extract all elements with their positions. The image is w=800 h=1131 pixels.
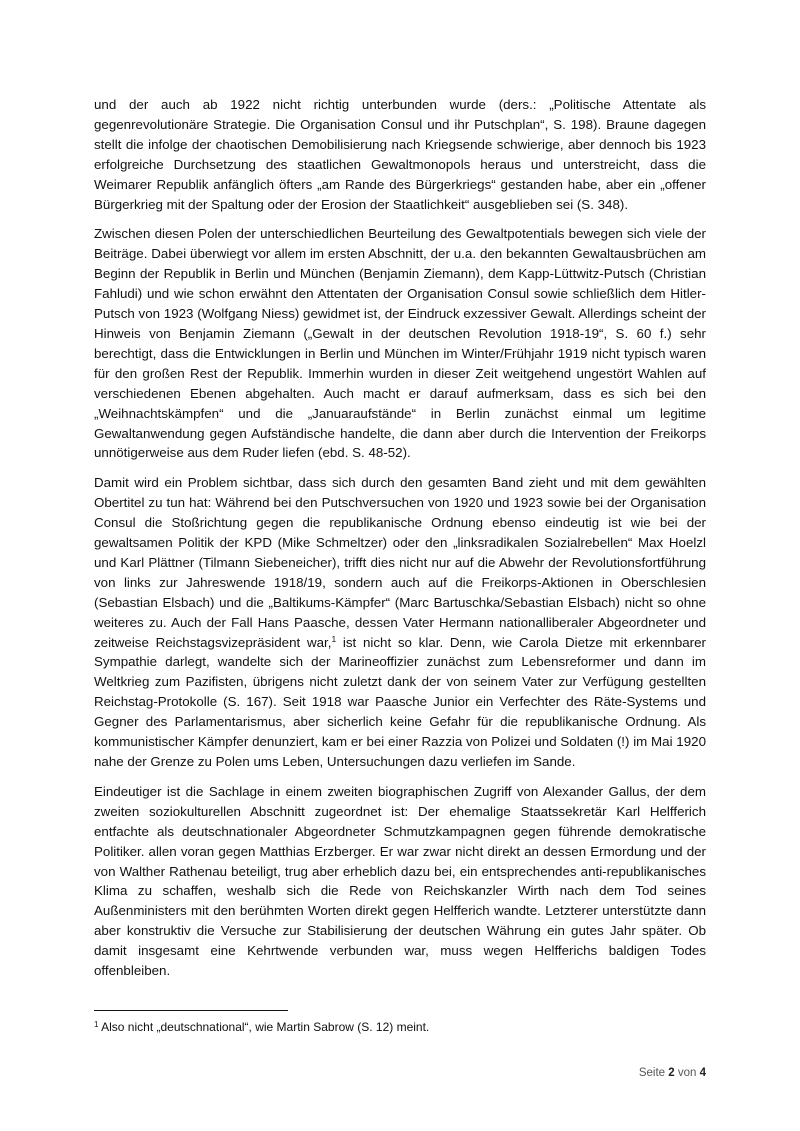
paragraph-3-text-after: ist nicht so klar. Denn, wie Carola Dietze mit erkennbarer Sympathie darlegt, wandelte sich der Marineoffizier zunächst zum Lebensreformer und dann im Weltkrieg zum Pazifisten, übrigens nicht zuletzt dank der von seinem Vater zur Verfügung gestellten Reichstag-Protokolle (S. 167). Seit 1918 war Paasche Junior ein Verfechter des Räte-Systems und Gegner des Parlamentarismus, aber sicherlich keine Gefahr für die republikanische Ordnung. Als kommunistischer Kämpfer denunziert, kam er bei einer Razzia von Polizei und Soldaten (!) im Mai 1920 nahe der Grenze zu Polen ums Leben, Untersuchungen dazu verliefen im Sande. [94, 634, 706, 769]
footnote-reference[interactable]: 1 [331, 633, 337, 644]
paragraph-2-text: Zwischen diesen Polen der unterschiedlichen Beurteilung des Gewaltpotentials bewegen sich viele der Beiträge. Dabei überwiegt vor allem im ersten Abschnitt, der u.a. den bekannten Gewaltausbrüchen am Beginn der Republik in Berlin und München (Benjamin Ziemann), dem Kapp-Lüttwitz-Putsch (Christian Fahludi) und wie schon erwähnt den Attentaten der Organisation Consul sowie schließlich dem Hitler-Putsch von 1923 (Wolfgang Niess) gewidmet ist, der Eindruck exzessiver Gewalt. Allerdings scheint der Hinweis von Benjamin Ziemann („Gewalt in der deutschen Revolution 1918-19“, S. 60 f.) sehr berechtigt, dass die Entwicklungen in Berlin und München im Winter/Frühjahr 1919 nicht typisch waren für den großen Rest der Republik. Immerhin wurden in dieser Zeit weitgehend ungestört Wahlen auf verschiedenen Ebenen abgehalten. Auch macht er darauf aufmerksam, dass es sich bei den „Weihnachtskämpfen“ und die „Januaraufstände“ in Berlin zunächst einmal um legitime Gewaltanwendung gegen Aufständische handelte, die dann aber durch die Intervention der Freikorps unnötigerweise aus dem Ruder liefen (ebd. S. 48-52). [94, 226, 706, 461]
page-number-total: 4 [699, 1067, 706, 1079]
footnote-marker: 1 [94, 1020, 99, 1029]
paragraph-2 [94, 224, 706, 463]
paragraph-4-text: Eindeutiger ist die Sachlage in einem zweiten biographischen Zugriff von Alexander Gallus, der dem zweiten soziokulturellen Abschnitt zugeordnet ist: Der ehemalige Staatssekretär Karl Helfferich entfachte als deutschnationaler Abgeordneter Schmutzkampagnen gegen führende demokratische Politiker. allen voran gegen Matthias Erzberger. Er war zwar nicht direkt an dessen Ermordung und der von Walther Rathenau beteiligt, trug aber erheblich dazu bei, ein entsprechendes anti-republikanisches Klima zu schaffen, weshalb sich die Rede von Reichskanzler Wirth nach dem Tod seines Außenministers mit den berühmten Worten direkt gegen Helfferich wandte. Letzterer unterstützte dann aber konstruktiv die Versuche zur Stabilisierung der deutschen Währung ein gutes Jahr später. Ob damit insgesamt eine Kehrtwende verbunden war, muss wegen Helfferichs baldigen Todes offenbleiben. [94, 783, 706, 979]
footnote-text: Also nicht „deutschnational“, wie Martin Sabrow (S. 12) meint. [98, 1020, 430, 1034]
paragraph-4 [94, 782, 706, 981]
page-number [560, 1067, 706, 1079]
paragraph-3 [94, 473, 706, 772]
page-number-current: 2 [668, 1067, 675, 1079]
page-number-prefix: Seite [638, 1067, 669, 1079]
page-number-middle: von [674, 1067, 700, 1079]
body-text [94, 95, 706, 991]
paragraph-1 [94, 95, 706, 214]
footnote-separator [94, 1010, 288, 1011]
paragraph-1-text: und der auch ab 1922 nicht richtig unterbunden wurde (ders.: „Politische Attentate als gegenrevolutionäre Strategie. Die Organisation Consul und ihr Putschplan“, S. 198). Braune dagegen stellt die infolge der chaotischen Demobilisierung nach Kriegsende schwierige, aber dennoch bis 1923 erfolgreiche Durchsetzung des staatlichen Gewaltmonopols heraus und unterstreicht, dass die Weimarer Republik anfänglich öfters „am Rande des Bürgerkriegs“ gestanden habe, aber ein „offener Bürgerkrieg mit der Spaltung oder der Erosion der Staatlichkeit“ ausgeblieben sei (S. 348). [94, 97, 706, 212]
paragraph-3-text-before: Damit wird ein Problem sichtbar, dass sich durch den gesamten Band zieht und mit dem gewählten Obertitel zu tun hat: Während bei den Putschversuchen von 1920 und 1923 sowie bei der Organisation Consul die Stoßrichtung gegen die republikanische Ordnung ebenso eindeutig ist wie bei der gewaltsamen Politik der KPD (Mike Schmeltzer) oder den „linksradikalen Sozialrebellen“ Max Hoelzl und Karl Plättner (Tilmann Siebeneicher), trifft dies nicht nur auf die Abwehr der Revolutionsfortführung von links zur Jahreswende 1918/19, sondern auch auf die Freikorps-Aktionen in Oberschlesien (Sebastian Elsbach) und die „Baltikums-Kämpfer“ (Marc Bartuschka/Sebastian Elsbach) nicht so ohne weiteres zu. Auch der Fall Hans Paasche, dessen Vater Hermann nationalliberaler Abgeordneter und zeitweise Reichstagsvizepräsident war, [94, 475, 706, 650]
footnote [94, 1019, 706, 1035]
